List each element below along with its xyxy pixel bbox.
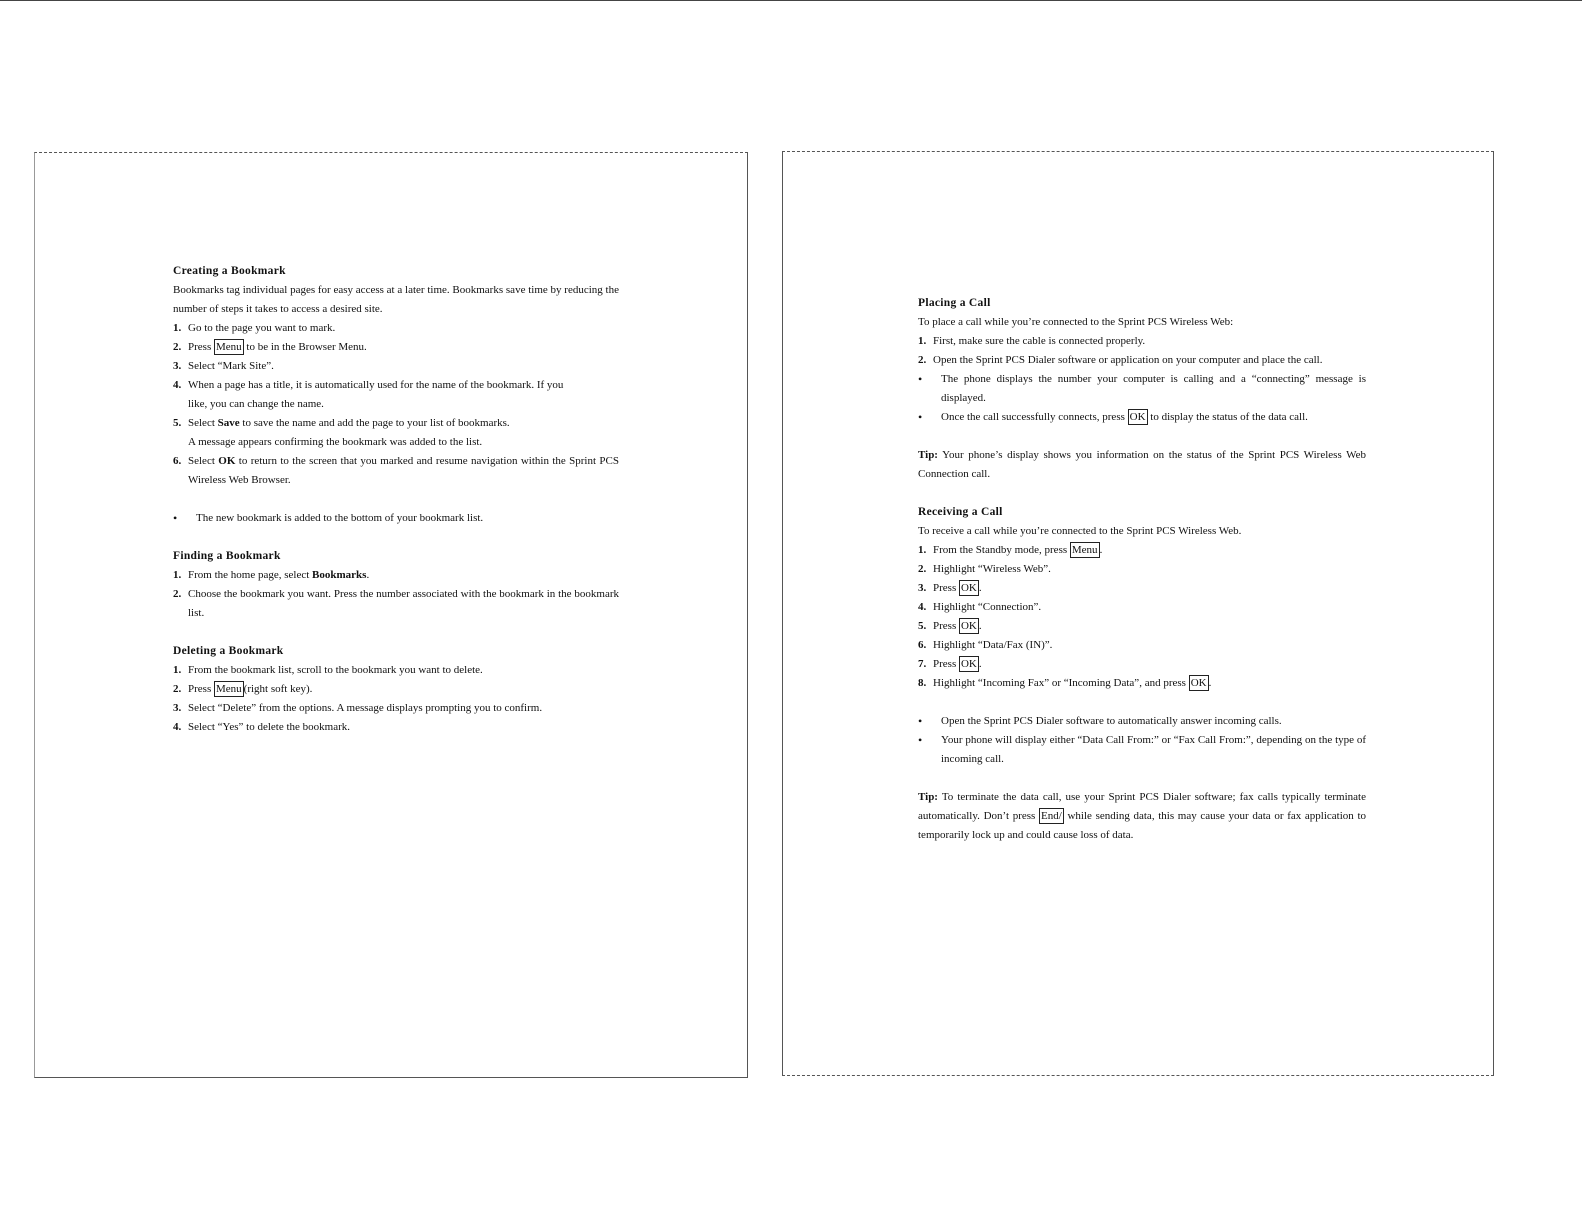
step-5: 5. Press OK . (918, 620, 982, 632)
step-3: 3. Select “Delete” from the options. A message displays prompting you to confirm. (173, 702, 543, 714)
ok-key: OK (1129, 411, 1146, 423)
bullet-item: • The new bookmark is added to the bottom of your bookmark list. (173, 511, 484, 525)
step-1: 1. First, make sure the cable is connected properly. (918, 335, 1146, 347)
page-left-content (173, 262, 619, 737)
step-4-continued: like, you can change the name. (188, 398, 324, 410)
page-left (34, 152, 748, 1078)
placing-call-tip: Tip: Your phone’s display shows you information on the status of the Sprint PCS Wireless Web Connection call. (918, 449, 1367, 480)
placing-call-heading: Placing a Call (918, 297, 991, 309)
step-1: 1. From the Standby mode, press Menu . (918, 544, 1103, 556)
step-6: 6. Highlight “Data/Fax (IN)”. (918, 639, 1053, 651)
creating-bookmark-heading: Creating a Bookmark (173, 265, 286, 277)
bullet-item: • The phone displays the number your computer is calling and a “connecting” message is displayed. (918, 372, 1366, 404)
page-right (782, 151, 1494, 1076)
step-1: 1. Go to the page you want to mark. (173, 322, 336, 334)
top-rule (0, 0, 1582, 1)
ok-key: OK (1190, 677, 1207, 689)
step-2: 2. Choose the bookmark you want. Press the number associated with the bookmark in the bookmark list. (173, 588, 619, 619)
bullet-item: • Once the call successfully connects, press OK to display the status of the data call. (918, 410, 1308, 424)
placing-call-intro: To place a call while you’re connected to the Sprint PCS Wireless Web: (918, 316, 1234, 328)
step-6: 6. Select OK to return to the screen that you marked and resume navigation within the Sprint PCS Wireless Web Browser. (173, 455, 619, 486)
receiving-call-heading: Receiving a Call (918, 506, 1003, 518)
step-4: 4. Select “Yes” to delete the bookmark. (173, 721, 351, 733)
page-right-content (918, 294, 1366, 845)
step-2: 2. Highlight “Wireless Web”. (918, 563, 1051, 575)
ok-key: OK (960, 582, 977, 594)
receiving-call-tip: Tip: To terminate the data call, use your Sprint PCS Dialer software; fax calls typically terminate automatically. Don’t press End/ while sending data, this may cause your data or fax application to temporarily lock up and could cause loss of data. (918, 791, 1367, 841)
deleting-bookmark-heading: Deleting a Bookmark (173, 645, 284, 657)
step-5: 5. Select Save to save the name and add the page to your list of bookmarks. (173, 417, 510, 429)
ok-key: OK (960, 658, 977, 670)
step-8: 8. Highlight “Incoming Fax” or “Incoming Data”, and press OK . (918, 677, 1212, 689)
step-2: 2. Press Menu to be in the Browser Menu. (173, 341, 367, 353)
menu-key: Menu (215, 341, 242, 353)
step-1: 1. From the home page, select Bookmarks. (173, 569, 370, 581)
step-5-note: A message appears confirming the bookmark was added to the list. (188, 436, 483, 448)
step-2: 2. Open the Sprint PCS Dialer software or application on your computer and place the call. (918, 354, 1323, 366)
step-2: 2. Press Menu (right soft key). (173, 683, 313, 695)
menu-key: Menu (1071, 544, 1098, 556)
step-1: 1. From the bookmark list, scroll to the bookmark you want to delete. (173, 664, 483, 676)
bullet-item: • Open the Sprint PCS Dialer software to automatically answer incoming calls. (918, 714, 1282, 728)
step-4: 4. When a page has a title, it is automatically used for the name of the bookmark. If you (173, 379, 564, 391)
step-3: 3. Press OK . (918, 582, 982, 594)
creating-bookmark-intro: Bookmarks tag individual pages for easy access at a later time. Bookmarks save time by reducing the number of steps it takes to access a desired site. (173, 284, 619, 315)
finding-bookmark-heading: Finding a Bookmark (173, 550, 281, 562)
ok-key: OK (960, 620, 977, 632)
receiving-call-intro: To receive a call while you’re connected to the Sprint PCS Wireless Web. (918, 525, 1242, 537)
step-3: 3. Select “Mark Site”. (173, 360, 274, 372)
menu-key: Menu (215, 683, 242, 695)
step-7: 7. Press OK . (918, 658, 982, 670)
end-key: End/ (1041, 810, 1062, 822)
bullet-item: • Your phone will display either “Data Call From:” or “Fax Call From:”, depending on the type of incoming call. (918, 733, 1366, 765)
step-4: 4. Highlight “Connection”. (918, 601, 1042, 613)
